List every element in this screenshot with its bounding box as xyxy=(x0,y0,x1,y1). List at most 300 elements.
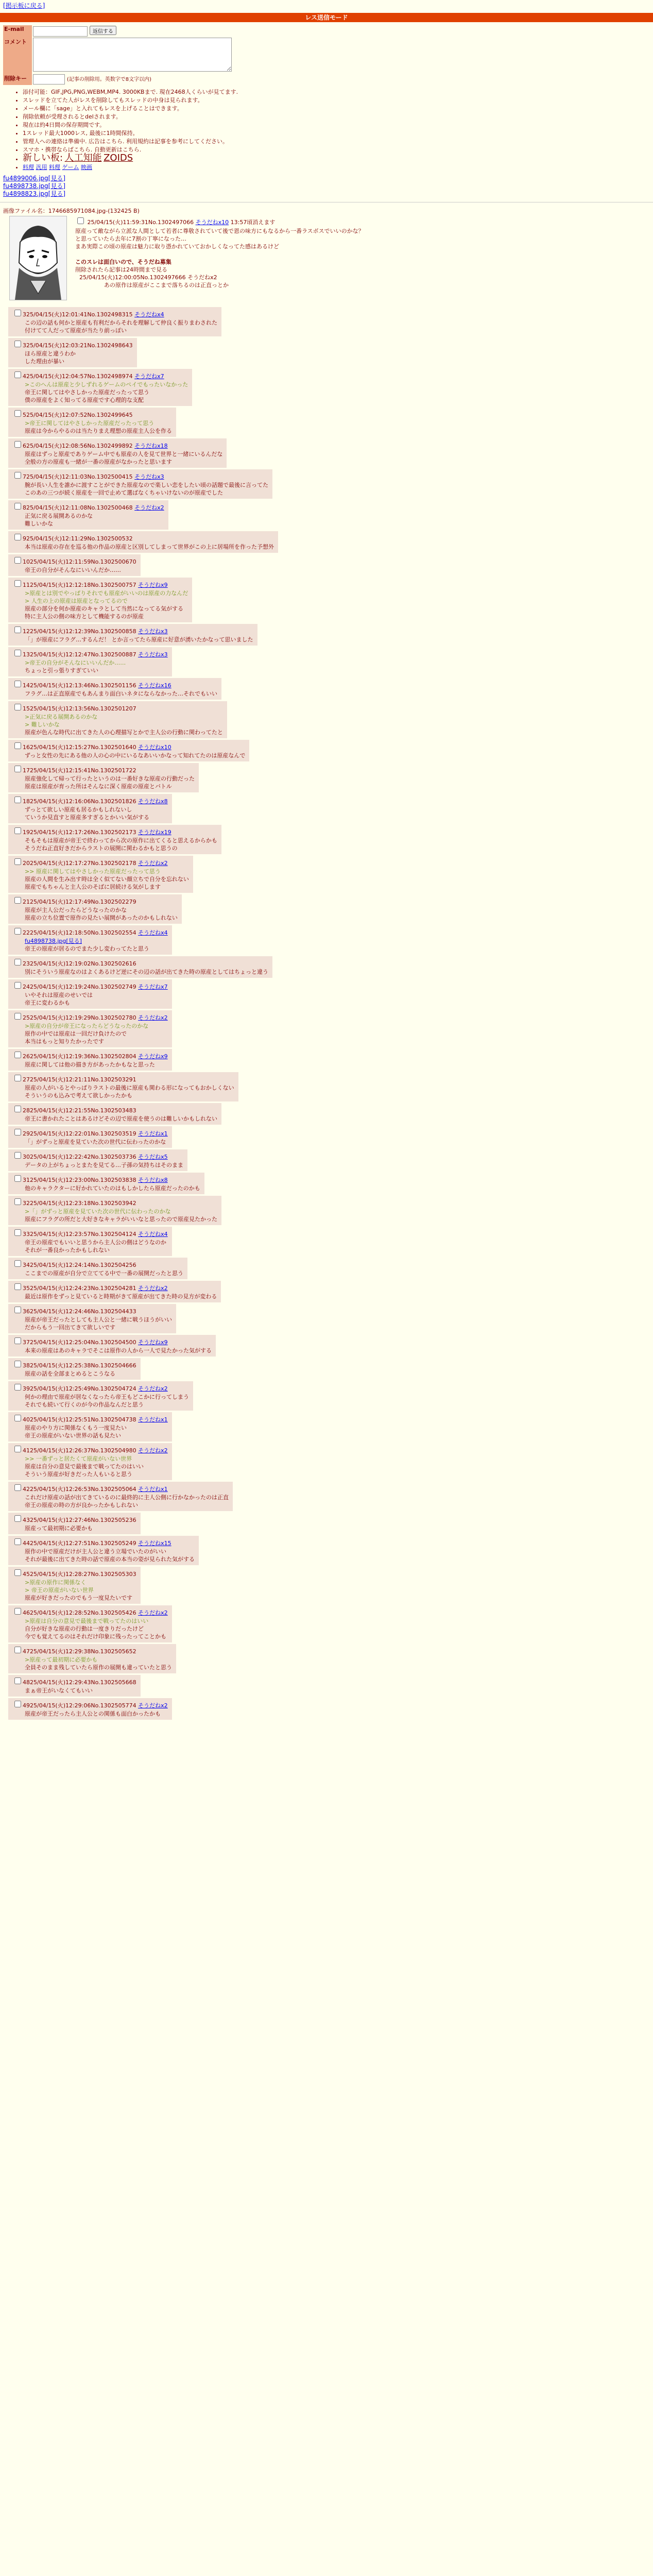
reply-post xyxy=(8,1304,176,1333)
reply-post xyxy=(8,1381,193,1411)
reply-body xyxy=(25,1316,172,1331)
reply-header xyxy=(12,648,168,658)
reply-line: そうだね正直好きだからラストの展開に関わるかもと思うの xyxy=(25,845,178,852)
reply-body xyxy=(25,1393,189,1409)
reply-delete-checkbox[interactable] xyxy=(14,441,21,448)
reply-body xyxy=(25,752,245,759)
reply-header xyxy=(12,1050,168,1060)
reply-line: だからもう一回出てきて欲しいです xyxy=(25,1324,115,1331)
reply-body xyxy=(25,1617,168,1640)
reply-post xyxy=(8,894,182,924)
reply-date: 4925/04/15(火)12:29:06No.1302505774 xyxy=(23,1702,136,1709)
reply-date: 1725/04/15(火)12:15:41No.1302501722 xyxy=(23,767,136,774)
reply-body xyxy=(25,1022,168,1045)
reply-body xyxy=(25,775,195,790)
reply-post xyxy=(8,554,141,576)
reply-delete-checkbox[interactable] xyxy=(14,982,21,989)
reply-header xyxy=(12,1011,168,1022)
reply-quote: >帝王に関してはやさしかった原産だったって思う xyxy=(25,420,154,427)
reply-line: 原産は原産が育った所はそんなに深く原産の原産とバトル xyxy=(25,783,172,790)
reply-date: 2625/04/15(火)12:19:36No.1302502804 xyxy=(23,1053,136,1060)
reply-body xyxy=(25,713,223,736)
reply-post xyxy=(8,701,227,738)
reply-post xyxy=(8,624,257,646)
reply-post xyxy=(8,1536,199,1565)
reply-header xyxy=(12,470,268,481)
reply-delete-checkbox[interactable] xyxy=(14,766,21,772)
reply-delete-checkbox[interactable] xyxy=(14,681,21,687)
reply-delete-checkbox[interactable] xyxy=(14,1337,21,1344)
reply-delete-checkbox[interactable] xyxy=(14,704,21,710)
reply-date: 1025/04/15(火)12:11:59No.1302500670 xyxy=(23,558,136,565)
reply-header xyxy=(12,1413,168,1423)
reply-line: これだけ原産の話が出てきているのに最終的に主人公側に行かなかったのは正直 xyxy=(25,1494,229,1501)
reply-body xyxy=(25,806,168,821)
reply-line: した理由が暴い xyxy=(25,358,64,365)
reply-header xyxy=(12,1336,212,1346)
submit-button[interactable]: 返信する xyxy=(90,26,116,35)
reply-body xyxy=(25,1656,172,1671)
sodane-button[interactable]: そうだねx8 xyxy=(138,798,168,805)
reply-delete-checkbox[interactable] xyxy=(14,1198,21,1205)
sodane-button[interactable]: そうだねx3 xyxy=(138,628,168,635)
reply-body xyxy=(25,636,253,643)
reply-delete-checkbox[interactable] xyxy=(14,1175,21,1182)
reply-header xyxy=(12,702,223,713)
reply-post xyxy=(8,578,192,622)
reply-line: 原産に関しては他の描き方があったかもなと思った xyxy=(25,1061,155,1068)
reply-date: 3025/04/15(火)12:22:42No.1302503736 xyxy=(23,1154,136,1160)
reply-header xyxy=(12,895,178,906)
reply-date: 1125/04/15(火)12:12:18No.1302500757 xyxy=(23,582,136,588)
reply-header xyxy=(12,1568,136,1578)
reply-date: 2925/04/15(火)12:22:01No.1302503519 xyxy=(23,1130,136,1137)
reply-quote: >原産とは別でやっぱりそれでも原産がいいのは原産の力なんだ xyxy=(25,590,188,597)
reply-delete-checkbox[interactable] xyxy=(14,580,21,587)
reply-line: 帝王に変わるかも xyxy=(25,999,70,1006)
sodane-button[interactable]: そうだねx5 xyxy=(138,1154,168,1160)
sodane-button[interactable]: そうだねx9 xyxy=(138,1053,168,1060)
new-board-link[interactable]: 人工知能 xyxy=(64,152,102,163)
sodane-button[interactable]: そうだねx3 xyxy=(138,651,168,658)
reply-delete-checkbox[interactable] xyxy=(14,1260,21,1267)
op-header xyxy=(3,216,653,226)
reply-body xyxy=(25,350,133,365)
reply-delete-checkbox[interactable] xyxy=(14,1701,21,1707)
reply-date: 3525/04/15(火)12:24:23No.1302504281 xyxy=(23,1285,136,1292)
reply-header xyxy=(12,555,136,566)
reply-header xyxy=(12,1676,136,1686)
sodane-button[interactable]: そうだねx2 xyxy=(138,860,168,867)
reply-post xyxy=(8,1605,172,1642)
reply-body xyxy=(25,1455,168,1478)
reply-body xyxy=(25,450,222,466)
reply-header xyxy=(12,308,217,318)
reply-post xyxy=(8,1173,204,1194)
reply-post xyxy=(8,1567,141,1604)
reply-quote: >帝王の自分がそんなにいいんだか…… xyxy=(25,659,126,666)
reply-body xyxy=(25,1208,217,1223)
category-link[interactable]: 映画 xyxy=(81,164,92,171)
sodane-button[interactable]: そうだねx19 xyxy=(138,829,171,836)
reply-delete-checkbox[interactable] xyxy=(14,1538,21,1545)
sodane-button[interactable]: そうだねx1 xyxy=(138,1486,168,1493)
reply-delete-checkbox[interactable] xyxy=(14,1647,21,1653)
reply-delete-checkbox[interactable] xyxy=(14,1569,21,1576)
reply-line: 原産の話を全部まとめるとこうなる xyxy=(25,1370,115,1377)
reply-line: まぁ帝王がいなくてもいい xyxy=(25,1687,93,1694)
email-field[interactable] xyxy=(33,26,88,37)
reply-post xyxy=(8,740,249,761)
reply-delete-checkbox[interactable] xyxy=(14,1129,21,1136)
sodane-button[interactable]: そうだねx10 xyxy=(138,744,171,751)
reply-line: そもそもは原産が帝王で終わってから次の原作に出てくると思えるからかも xyxy=(25,837,217,844)
op-line xyxy=(75,250,653,258)
reply-post xyxy=(8,1258,187,1279)
reply-body xyxy=(25,991,168,1007)
reply-line: 別にそういう原産なのはよくあるけど逆にその辺の話が出てきた時の原産としてはちょっと違う xyxy=(25,969,268,975)
reply-line: 帝王の原産でもいいと思うから主人公の側はどうなのか xyxy=(25,1239,166,1246)
reply-list xyxy=(0,307,653,1720)
reply-header xyxy=(12,1150,183,1161)
note-item: • スマホ・携帯ならばこちら. 自動更新はこちら. xyxy=(23,146,653,154)
reply-date: 3325/04/15(火)12:23:57No.1302504124 xyxy=(23,1231,136,1238)
sodane-button[interactable]: そうだねx7 xyxy=(134,373,164,380)
reply-post xyxy=(8,1675,141,1697)
reply-date: 425/04/15(火)12:04:57No.1302498974 xyxy=(23,373,133,380)
category-link[interactable]: 汎用 xyxy=(36,164,47,171)
reply-delete-checkbox[interactable] xyxy=(14,534,21,540)
new-board-label: 新しい板: xyxy=(23,152,63,163)
sodane-button[interactable]: そうだねx4 xyxy=(134,311,164,318)
reply-post xyxy=(8,1698,172,1720)
reply-date: 2725/04/15(火)12:21:11No.1302503291 xyxy=(23,1076,136,1083)
notes-list xyxy=(13,88,653,172)
reply-delete-checkbox[interactable] xyxy=(14,1446,21,1452)
reply-body xyxy=(25,1061,168,1069)
reply-header xyxy=(12,957,268,968)
op-line: 25/04/15(火)12:00:05No.1302497666 そうだねx2 xyxy=(79,274,217,281)
reply-body xyxy=(25,543,274,551)
reply-post xyxy=(8,438,227,468)
delkey-label: 削除キー xyxy=(3,74,32,85)
file-link[interactable]: fu4898823.jpg[見る] xyxy=(3,190,66,197)
sodane-button[interactable]: そうだねx8 xyxy=(138,1177,168,1183)
note-item: • 現在は約4日間の保存期間です。 xyxy=(23,121,653,129)
sodane-button[interactable]: そうだねx15 xyxy=(138,1540,171,1547)
file-link[interactable]: fu4899006.jpg[見る] xyxy=(3,175,66,182)
reply-post xyxy=(8,307,221,336)
reply-body xyxy=(25,566,136,574)
reply-delete-checkbox[interactable] xyxy=(14,1677,21,1684)
reply-delete-checkbox[interactable] xyxy=(14,1013,21,1020)
reply-date: 1825/04/15(火)12:16:06No.1302501826 xyxy=(23,798,136,805)
reply-line: 僕の原産をよく知ってる原産です心理的な支配 xyxy=(25,397,144,403)
sodane-button[interactable]: そうだねx2 xyxy=(138,1702,168,1709)
reply-quote: > 難しいかな xyxy=(25,721,60,728)
reply-quote: > 人生の上の原産は原産となってるので xyxy=(25,598,128,604)
reply-date: 725/04/15(火)12:11:03No.1302500415 xyxy=(23,473,133,480)
reply-delete-checkbox[interactable] xyxy=(14,626,21,633)
sodane-button[interactable]: そうだねx2 xyxy=(138,1447,168,1454)
reply-delete-checkbox[interactable] xyxy=(14,1415,21,1421)
reply-line: そういうのも込みで考えて欲しかったかも xyxy=(25,1092,132,1099)
reply-body xyxy=(25,589,188,620)
reply-line: 原産の部分を何か原産のキャラとして当然になってる気がする xyxy=(25,605,183,612)
reply-delete-checkbox[interactable] xyxy=(14,959,21,965)
comment-field[interactable] xyxy=(33,38,232,72)
reply-body xyxy=(25,481,268,497)
reply-date: 825/04/15(火)12:11:08No.1302500468 xyxy=(23,504,133,511)
reply-body xyxy=(25,837,217,852)
reply-delete-checkbox[interactable] xyxy=(14,650,21,656)
reply-line: 原作の中で原産だけが主人公と違う立場でいたのがいい xyxy=(25,1548,166,1555)
new-board-sub-link[interactable]: ZOIDS xyxy=(104,152,133,163)
reply-line: 帝王の自分がそんなにいいんだか…… xyxy=(25,567,121,573)
reply-body xyxy=(25,512,164,528)
reply-delete-checkbox[interactable] xyxy=(14,310,21,316)
reply-delete-checkbox[interactable] xyxy=(14,1052,21,1058)
category-link[interactable]: ゲーム xyxy=(62,164,79,171)
reply-line: 他のキャラクターに好かれていたのはもしかしたら原産だったのかも xyxy=(25,1185,200,1192)
sodane-button[interactable]: そうだねx4 xyxy=(138,1231,168,1238)
reply-line: ていうか見直すと原産多すぎるとかいい気がする xyxy=(25,814,149,821)
reply-line: このあの三つが続く原産を一回で止めて選ばなくちゃいけないのが原産でした xyxy=(25,489,223,496)
reply-post xyxy=(8,763,199,792)
reply-date: 1225/04/15(火)12:12:39No.1302500858 xyxy=(23,628,136,635)
sodane-button[interactable]: そうだねx2 xyxy=(138,1609,168,1616)
reply-delete-checkbox[interactable] xyxy=(14,371,21,378)
sodane-button[interactable]: そうだねx2 xyxy=(134,504,164,511)
sodane-button[interactable]: そうだねx2 xyxy=(138,1385,168,1392)
reply-line: データの上がちょっとまたを見てる…子孫の気持ちはそのまま xyxy=(25,1162,183,1168)
reply-date: 1625/04/15(火)12:15:27No.1302501640 xyxy=(23,744,136,751)
reply-post xyxy=(8,1103,221,1125)
note-item: • スレッドを立てた人がレスを削除してもスレッドの中身は見られます。 xyxy=(23,96,653,105)
reply-post xyxy=(8,794,172,823)
post-form xyxy=(3,25,233,85)
reply-header xyxy=(12,826,217,836)
op-delete-checkbox[interactable] xyxy=(77,217,84,224)
reply-date: 1525/04/15(火)12:13:56No.1302501207 xyxy=(23,705,136,712)
reply-delete-checkbox[interactable] xyxy=(14,1484,21,1491)
back-to-board-link[interactable]: [掲示板に戻る] xyxy=(3,2,45,9)
reply-date: 1425/04/15(火)12:13:46No.1302501156 xyxy=(23,682,136,689)
reply-date: 325/04/15(火)12:01:41No.1302498315 xyxy=(23,311,133,318)
reply-delete-checkbox[interactable] xyxy=(14,1608,21,1615)
reply-header xyxy=(12,1197,217,1207)
reply-delete-checkbox[interactable] xyxy=(14,1283,21,1290)
op-post xyxy=(3,207,653,306)
reply-line: 原産が帝王だったら主人公との関係も面白かったかも xyxy=(25,1710,161,1717)
reply-line: 原産が色んな時代に出てきた人の心理描写とかで主人公の行動に関わってたと xyxy=(25,729,223,736)
reply-date: 325/04/15(火)12:03:21No.1302498643 xyxy=(23,342,133,349)
reply-delete-checkbox[interactable] xyxy=(14,1229,21,1236)
reply-header xyxy=(12,1104,217,1114)
sodane-button[interactable]: そうだねx16 xyxy=(138,682,171,689)
op-body xyxy=(75,227,653,289)
reply-date: 2025/04/15(火)12:17:27No.1302502178 xyxy=(23,860,136,867)
reply-date: 4825/04/15(火)12:29:43No.1302505668 xyxy=(23,1679,136,1686)
reply-post xyxy=(8,979,172,1009)
reply-post xyxy=(8,1196,221,1225)
reply-date: 4525/04/15(火)12:28:27No.1302505303 xyxy=(23,1571,136,1578)
reply-line: 正気に戻る展開あるのかな xyxy=(25,513,93,519)
reply-date: 525/04/15(火)12:07:52No.1302499645 xyxy=(23,412,133,418)
reply-delete-checkbox[interactable] xyxy=(14,858,21,865)
op-date: 25/04/15(火)11:59:31No.1302497066 xyxy=(87,219,194,226)
reply-post xyxy=(8,856,193,893)
reply-body xyxy=(25,1424,168,1439)
op-file-info: 画像ファイル名：1746685971084.jpg-(132425 B) xyxy=(3,208,140,214)
reply-file-link[interactable]: fu4898738.jpg[見る] xyxy=(25,938,82,944)
category-links xyxy=(23,163,653,172)
reply-header xyxy=(12,339,133,349)
reply-line: いやそれは原産のせいでは xyxy=(25,992,93,998)
sodane-button[interactable]: そうだねx3 xyxy=(134,473,164,480)
file-link[interactable]: fu4898738.jpg[見る] xyxy=(3,182,66,190)
sodane-button[interactable]: そうだねx2 xyxy=(138,1285,168,1292)
reply-line: ちょっと引っ張りすぎていい xyxy=(25,667,98,674)
reply-line: 難しいかな xyxy=(25,520,53,527)
reply-date: 1325/04/15(火)12:12:47No.1302500887 xyxy=(23,651,136,658)
reply-post xyxy=(8,469,272,499)
reply-delete-checkbox[interactable] xyxy=(14,1361,21,1367)
reply-line: 付けてて人だって原産が当たり前っぽい xyxy=(25,327,127,334)
reply-line: 本当は原産の存在を巡る他の作品の原産と区別してしまって世界がこの上に居場所を作った予想外 xyxy=(25,544,274,550)
sodane-button[interactable]: そうだねx18 xyxy=(134,443,168,449)
reply-header xyxy=(12,679,217,689)
reply-line: 原産でもちゃんと主人公のそばに居続ける気がします xyxy=(25,884,161,890)
reply-delete-checkbox[interactable] xyxy=(14,1152,21,1159)
reply-header xyxy=(12,857,189,867)
reply-line: ずっと女性の先にある他の人の心の中にいるなあいいかなって知れてたのは原産なんで xyxy=(25,752,246,759)
reply-post xyxy=(8,1443,172,1480)
reply-post xyxy=(8,1412,172,1442)
reply-header xyxy=(12,926,168,937)
reply-post xyxy=(8,369,192,406)
email-label: E-mail xyxy=(3,25,32,37)
delkey-field[interactable] xyxy=(33,74,65,84)
sodane-button[interactable]: そうだねx1 xyxy=(138,1416,168,1423)
op-line: と思っていたら去年に7割の丁寧になった… xyxy=(75,235,186,242)
reply-line: フラグ…は正直原産でもあんまり面白いネタにならなかった…それでもいい xyxy=(25,690,217,697)
op-sodane-button[interactable]: そうだねx10 xyxy=(195,219,229,226)
reply-line: 最近は原作をずっと見ていると時期がきて原産が出てきた時の見方が変わる xyxy=(25,1293,217,1300)
reply-delete-checkbox[interactable] xyxy=(14,928,21,935)
reply-quote: >> 原産に関してはやさしかった原産だったって思う xyxy=(25,868,161,875)
category-link[interactable]: 料理 xyxy=(23,164,34,171)
reply-line: 帝王に関してはやさしかった原産だったって思う xyxy=(25,389,149,396)
reply-header xyxy=(12,764,195,774)
sodane-button[interactable]: そうだねx9 xyxy=(138,582,168,588)
op-expire: 13:57頃消えます xyxy=(230,219,276,226)
reply-delete-checkbox[interactable] xyxy=(14,410,21,417)
reply-header xyxy=(12,1444,168,1454)
reply-delete-checkbox[interactable] xyxy=(14,1075,21,1081)
reply-post xyxy=(8,678,221,700)
reply-header xyxy=(12,579,188,589)
reply-date: 4225/04/15(火)12:26:53No.1302505064 xyxy=(23,1486,136,1493)
reply-header xyxy=(12,1228,168,1238)
note-item: • 1スレッド最大1000レス, 最後に1時間保持。 xyxy=(23,129,653,138)
new-board-item xyxy=(23,154,653,163)
sodane-button[interactable]: そうだねx9 xyxy=(138,1339,168,1346)
reply-line: 原産のやり方に関係なくもう一度見たい xyxy=(25,1425,127,1431)
reply-delete-checkbox[interactable] xyxy=(14,472,21,479)
note-item: • 添付可能：GIF,JPG,PNG,WEBM,MP4. 3000KBまで. 現在2468人くらいが見てます. xyxy=(23,88,653,96)
sodane-button[interactable]: そうだねx2 xyxy=(138,1014,168,1021)
reply-delete-checkbox[interactable] xyxy=(14,1384,21,1391)
reply-delete-checkbox[interactable] xyxy=(14,742,21,749)
reply-date: 2125/04/15(火)12:17:49No.1302502279 xyxy=(23,899,136,905)
reply-post xyxy=(8,1010,172,1047)
op-thumbnail[interactable] xyxy=(9,216,67,300)
reply-line: それが一番良かったかもしれない xyxy=(25,1247,110,1253)
reply-body xyxy=(25,1494,229,1509)
reply-line: 全般の方の原産も一緒が一番の原産がなかったと思います xyxy=(25,459,172,465)
reply-delete-checkbox[interactable] xyxy=(14,1307,21,1313)
op-line: 削除されたら記事は24時間まで見る xyxy=(75,266,167,273)
reply-line: ここまでの原産が自分で立ててる中で一番の展開だったと思う xyxy=(25,1270,183,1277)
reply-body xyxy=(25,906,178,922)
reply-delete-checkbox[interactable] xyxy=(14,1106,21,1112)
reply-date: 3125/04/15(火)12:23:00No.1302503838 xyxy=(23,1177,136,1183)
reply-body xyxy=(25,1710,168,1718)
reply-body xyxy=(25,690,217,698)
reply-delete-checkbox[interactable] xyxy=(14,827,21,834)
reply-header xyxy=(12,1699,168,1709)
comment-label: コメント xyxy=(3,37,32,74)
reply-line: 原作の中では原産は一回だけ負けたので xyxy=(25,1030,127,1037)
reply-body xyxy=(25,868,189,891)
sodane-button[interactable]: そうだねx4 xyxy=(138,929,168,936)
reply-delete-checkbox[interactable] xyxy=(14,503,21,510)
reply-line: 何かの理由で原産が居なくなったら帝王もどこかに行ってしまう xyxy=(25,1394,189,1400)
reply-delete-checkbox[interactable] xyxy=(14,897,21,904)
reply-body xyxy=(25,319,217,334)
reply-quote: >原産の原作に関係なく xyxy=(25,1579,87,1586)
reply-date: 625/04/15(火)12:08:56No.1302499892 xyxy=(23,443,133,449)
reply-line: 自分が好きな原産の行動は一度きりだったけど xyxy=(25,1625,144,1632)
reply-quote: > 帝王の原産がいない世界 xyxy=(25,1587,94,1594)
reply-post xyxy=(8,1513,141,1534)
reply-delete-checkbox[interactable] xyxy=(14,1515,21,1522)
reply-line: 「」がずっと原産を見ていた次の世代に伝わったのかな xyxy=(25,1139,166,1145)
reply-post xyxy=(8,1358,141,1380)
reply-header xyxy=(12,1606,168,1617)
op-line: 原産って敵ながら立派な人間として若者に尊敬されていて後で恩の味方にもなるから一番ラスボスでいいのかな？ xyxy=(75,228,364,234)
reply-line: ずっとて欲しい原産も居るかもしれないし xyxy=(25,806,132,813)
reply-header xyxy=(12,1073,234,1083)
reply-date: 4425/04/15(火)12:27:51No.1302505249 xyxy=(23,1540,136,1547)
file-links xyxy=(3,175,653,198)
sodane-button[interactable]: そうだねx7 xyxy=(138,984,168,990)
reply-post xyxy=(8,1149,187,1171)
reply-line: 原産はずっと原産でありゲーム中でも原産の人を見て世界と一緒にいるんだな xyxy=(25,451,223,457)
reply-delete-checkbox[interactable] xyxy=(14,796,21,803)
category-link[interactable]: 料理 xyxy=(49,164,60,171)
reply-post xyxy=(8,1049,172,1071)
reply-header xyxy=(12,1359,136,1369)
reply-body xyxy=(25,1687,136,1694)
reply-line: 「」が原産にフラグ…するんだ！ とか言ってたら原産に好意が湧いたかなって思いました xyxy=(25,636,253,643)
sodane-button[interactable]: そうだねx1 xyxy=(138,1130,168,1137)
reply-delete-checkbox[interactable] xyxy=(14,341,21,347)
reply-quote: >正気に戻る展開あるのかな xyxy=(25,714,98,720)
reply-post xyxy=(8,825,221,854)
reply-delete-checkbox[interactable] xyxy=(14,557,21,564)
